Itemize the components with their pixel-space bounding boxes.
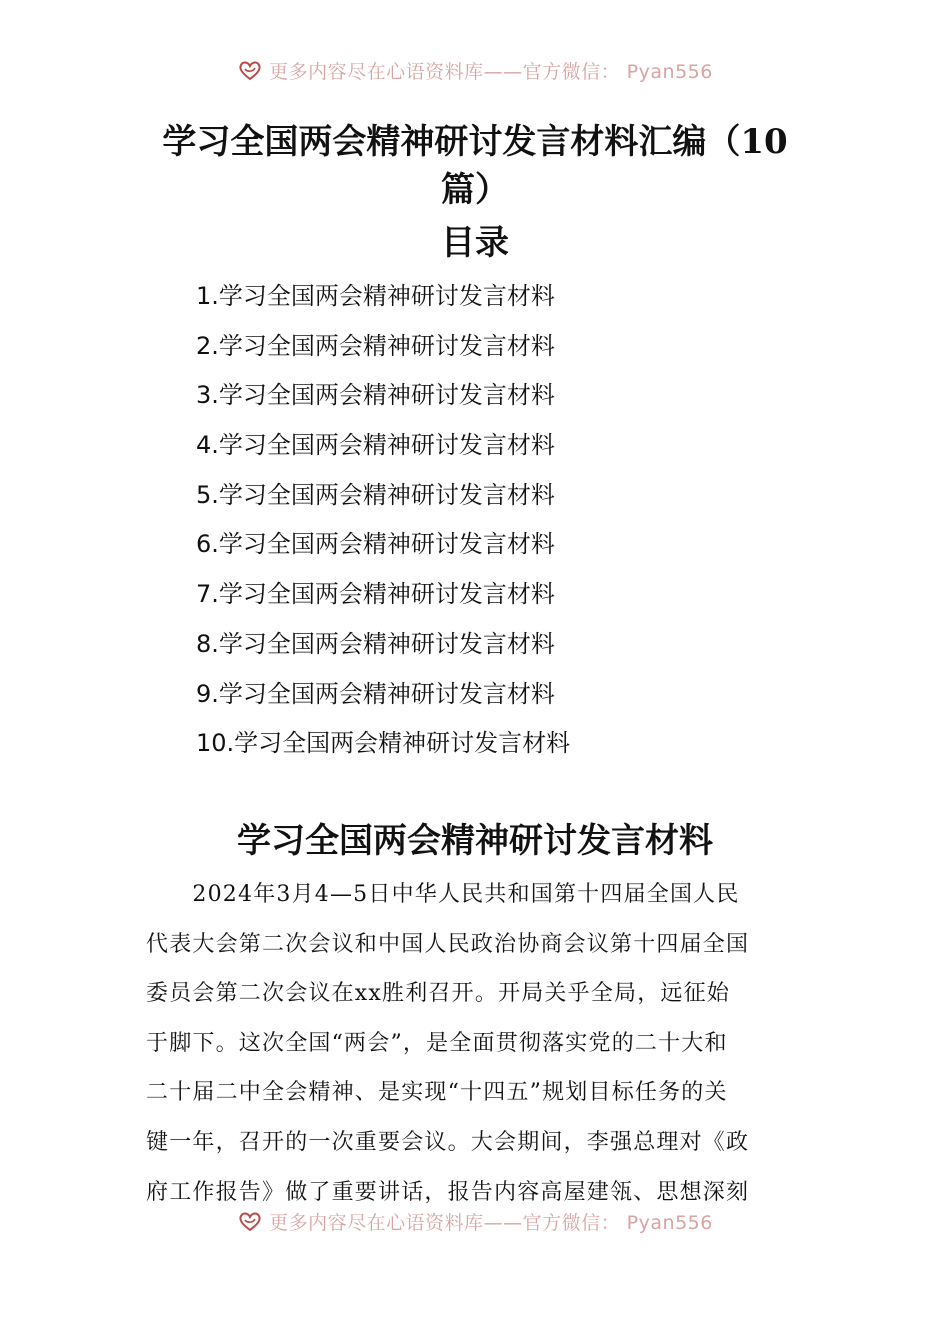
watermark-text: 更多内容尽在心语资料库——官方微信： Pyan556 [269, 1211, 713, 1234]
table-of-contents [196, 276, 570, 773]
body-line: 键一年，召开的一次重要会议。大会期间，李强总理对《政 [146, 1129, 750, 1155]
toc-item[interactable]: 5.学习全国两会精神研讨发言材料 [196, 480, 555, 509]
article-body [146, 870, 806, 1217]
watermark-top [0, 55, 950, 85]
toc-item[interactable]: 3.学习全国两会精神研讨发言材料 [196, 381, 555, 410]
toc-item[interactable]: 2.学习全国两会精神研讨发言材料 [196, 331, 555, 360]
toc-item[interactable]: 8.学习全国两会精神研讨发言材料 [196, 629, 555, 658]
heart-logo-icon [237, 1208, 263, 1234]
heart-logo-icon [237, 57, 263, 83]
toc-item[interactable]: 7.学习全国两会精神研讨发言材料 [196, 580, 555, 609]
toc-item[interactable]: 6.学习全国两会精神研讨发言材料 [196, 530, 555, 559]
body-line: 二十届二中全会精神、是实现“十四五”规划目标任务的关 [146, 1080, 728, 1106]
toc-heading: 目录 [441, 223, 509, 263]
body-line: 2024年3月4—5日中华人民共和国第十四届全国人民 [146, 882, 740, 907]
toc-item[interactable]: 10.学习全国两会精神研讨发言材料 [196, 729, 571, 758]
document-title: 学习全国两会精神研讨发言材料汇编（10篇） [162, 122, 788, 210]
body-line: 委员会第二次会议在xx胜利召开。开局关乎全局，远征始 [146, 981, 731, 1007]
toc-item[interactable]: 4.学习全国两会精神研讨发言材料 [196, 431, 555, 460]
body-line: 代表大会第二次会议和中国人民政治协商会议第十四届全国 [146, 931, 750, 957]
article-title: 学习全国两会精神研讨发言材料 [237, 821, 713, 861]
body-line: 于脚下。这次全国“两会”，是全面贯彻落实党的二十大和 [146, 1030, 728, 1056]
toc-item[interactable]: 9.学习全国两会精神研讨发言材料 [196, 679, 555, 708]
toc-item[interactable]: 1.学习全国两会精神研讨发言材料 [196, 282, 555, 310]
watermark-bottom [0, 1206, 950, 1236]
body-line: 府工作报告》做了重要讲话，报告内容高屋建瓴、思想深刻 [146, 1179, 750, 1205]
watermark-text: 更多内容尽在心语资料库——官方微信： Pyan556 [269, 60, 713, 83]
